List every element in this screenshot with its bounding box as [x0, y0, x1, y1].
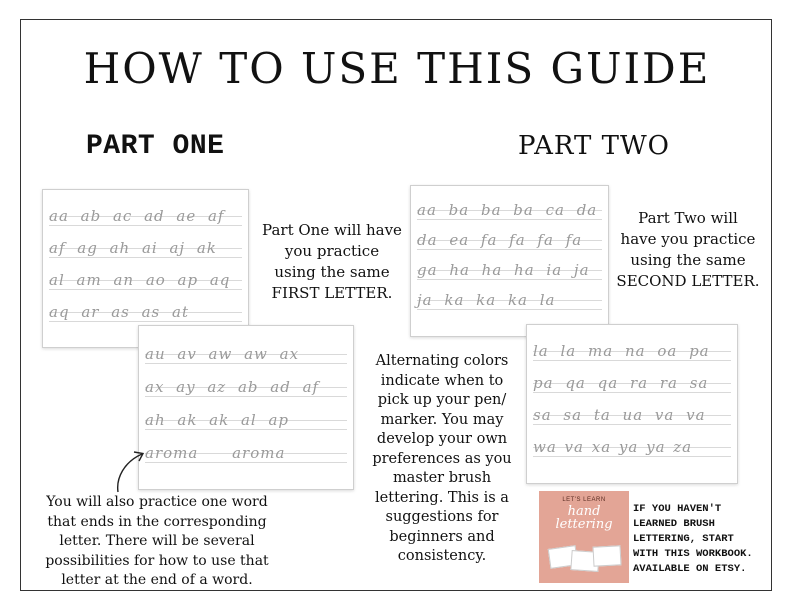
worksheet-row: la la ma na oa pa — [533, 342, 710, 360]
page-title: HOW TO USE THIS GUIDE — [83, 44, 711, 93]
pointer-arrow-icon — [110, 448, 150, 494]
workbook-call-to-action: IF YOU HAVEN'T LEARNED BRUSH LETTERING, START WITH THIS WORKBOOK. AVAILABLE ON ETSY. — [633, 503, 753, 575]
part-two-worksheet-2 — [526, 324, 738, 484]
part-one-worksheet-2 — [138, 325, 354, 490]
part-two-description: Part Two will have you practice using the same SECOND LETTER. — [616, 209, 760, 290]
worksheet-row: da ea fa fa fa fa — [417, 231, 583, 249]
worksheet-row: pa qa qa ra ra sa — [533, 374, 709, 392]
alternating-colors-note: Alternating colors indicate when to pick up your pen/ marker. You may develop your own preferences as you master brush lettering. This is a suggestions for beginners and consistency. — [372, 353, 512, 564]
part-two-worksheet-1 — [410, 185, 609, 337]
worksheet-row: au av aw aw ax — [145, 345, 300, 363]
worksheet-row: aa ab ac ad ae af — [49, 207, 225, 225]
workbook-sample-page — [592, 545, 621, 566]
worksheet-row: ax ay az ab ad af — [145, 378, 320, 396]
worksheet-row: aq ar as as at — [49, 303, 189, 321]
workbook-cover-label: LET'S LEARN — [562, 497, 606, 503]
worksheet-row: aroma aroma — [145, 444, 286, 462]
worksheet-row: sa sa ta ua va va — [533, 406, 706, 424]
word-practice-note: You will also practice one word that ends in the corresponding letter. There will be several possibilities for how to use that letter at the end of a word. — [45, 494, 269, 588]
workbook-cover-script: hand lettering — [555, 504, 613, 532]
worksheet-row: ga ha ha ha ia ja — [417, 261, 590, 279]
part-one-heading: PART ONE — [86, 131, 225, 162]
worksheet-row: ja ka ka ka la — [417, 291, 556, 309]
worksheet-row: al am an ao ap aq — [49, 271, 231, 289]
worksheet-row: ah ak ak al ap — [145, 411, 290, 429]
part-two-heading: PART TWO — [518, 131, 670, 161]
workbook-cover-image[interactable] — [539, 491, 629, 583]
part-one-description: Part One will have you practice using the same FIRST LETTER. — [262, 221, 402, 302]
worksheet-row: aa ba ba ba ca da — [417, 201, 598, 219]
worksheet-row: wa va xa ya ya za — [533, 438, 693, 456]
worksheet-row: af ag ah ai aj ak — [49, 239, 217, 257]
